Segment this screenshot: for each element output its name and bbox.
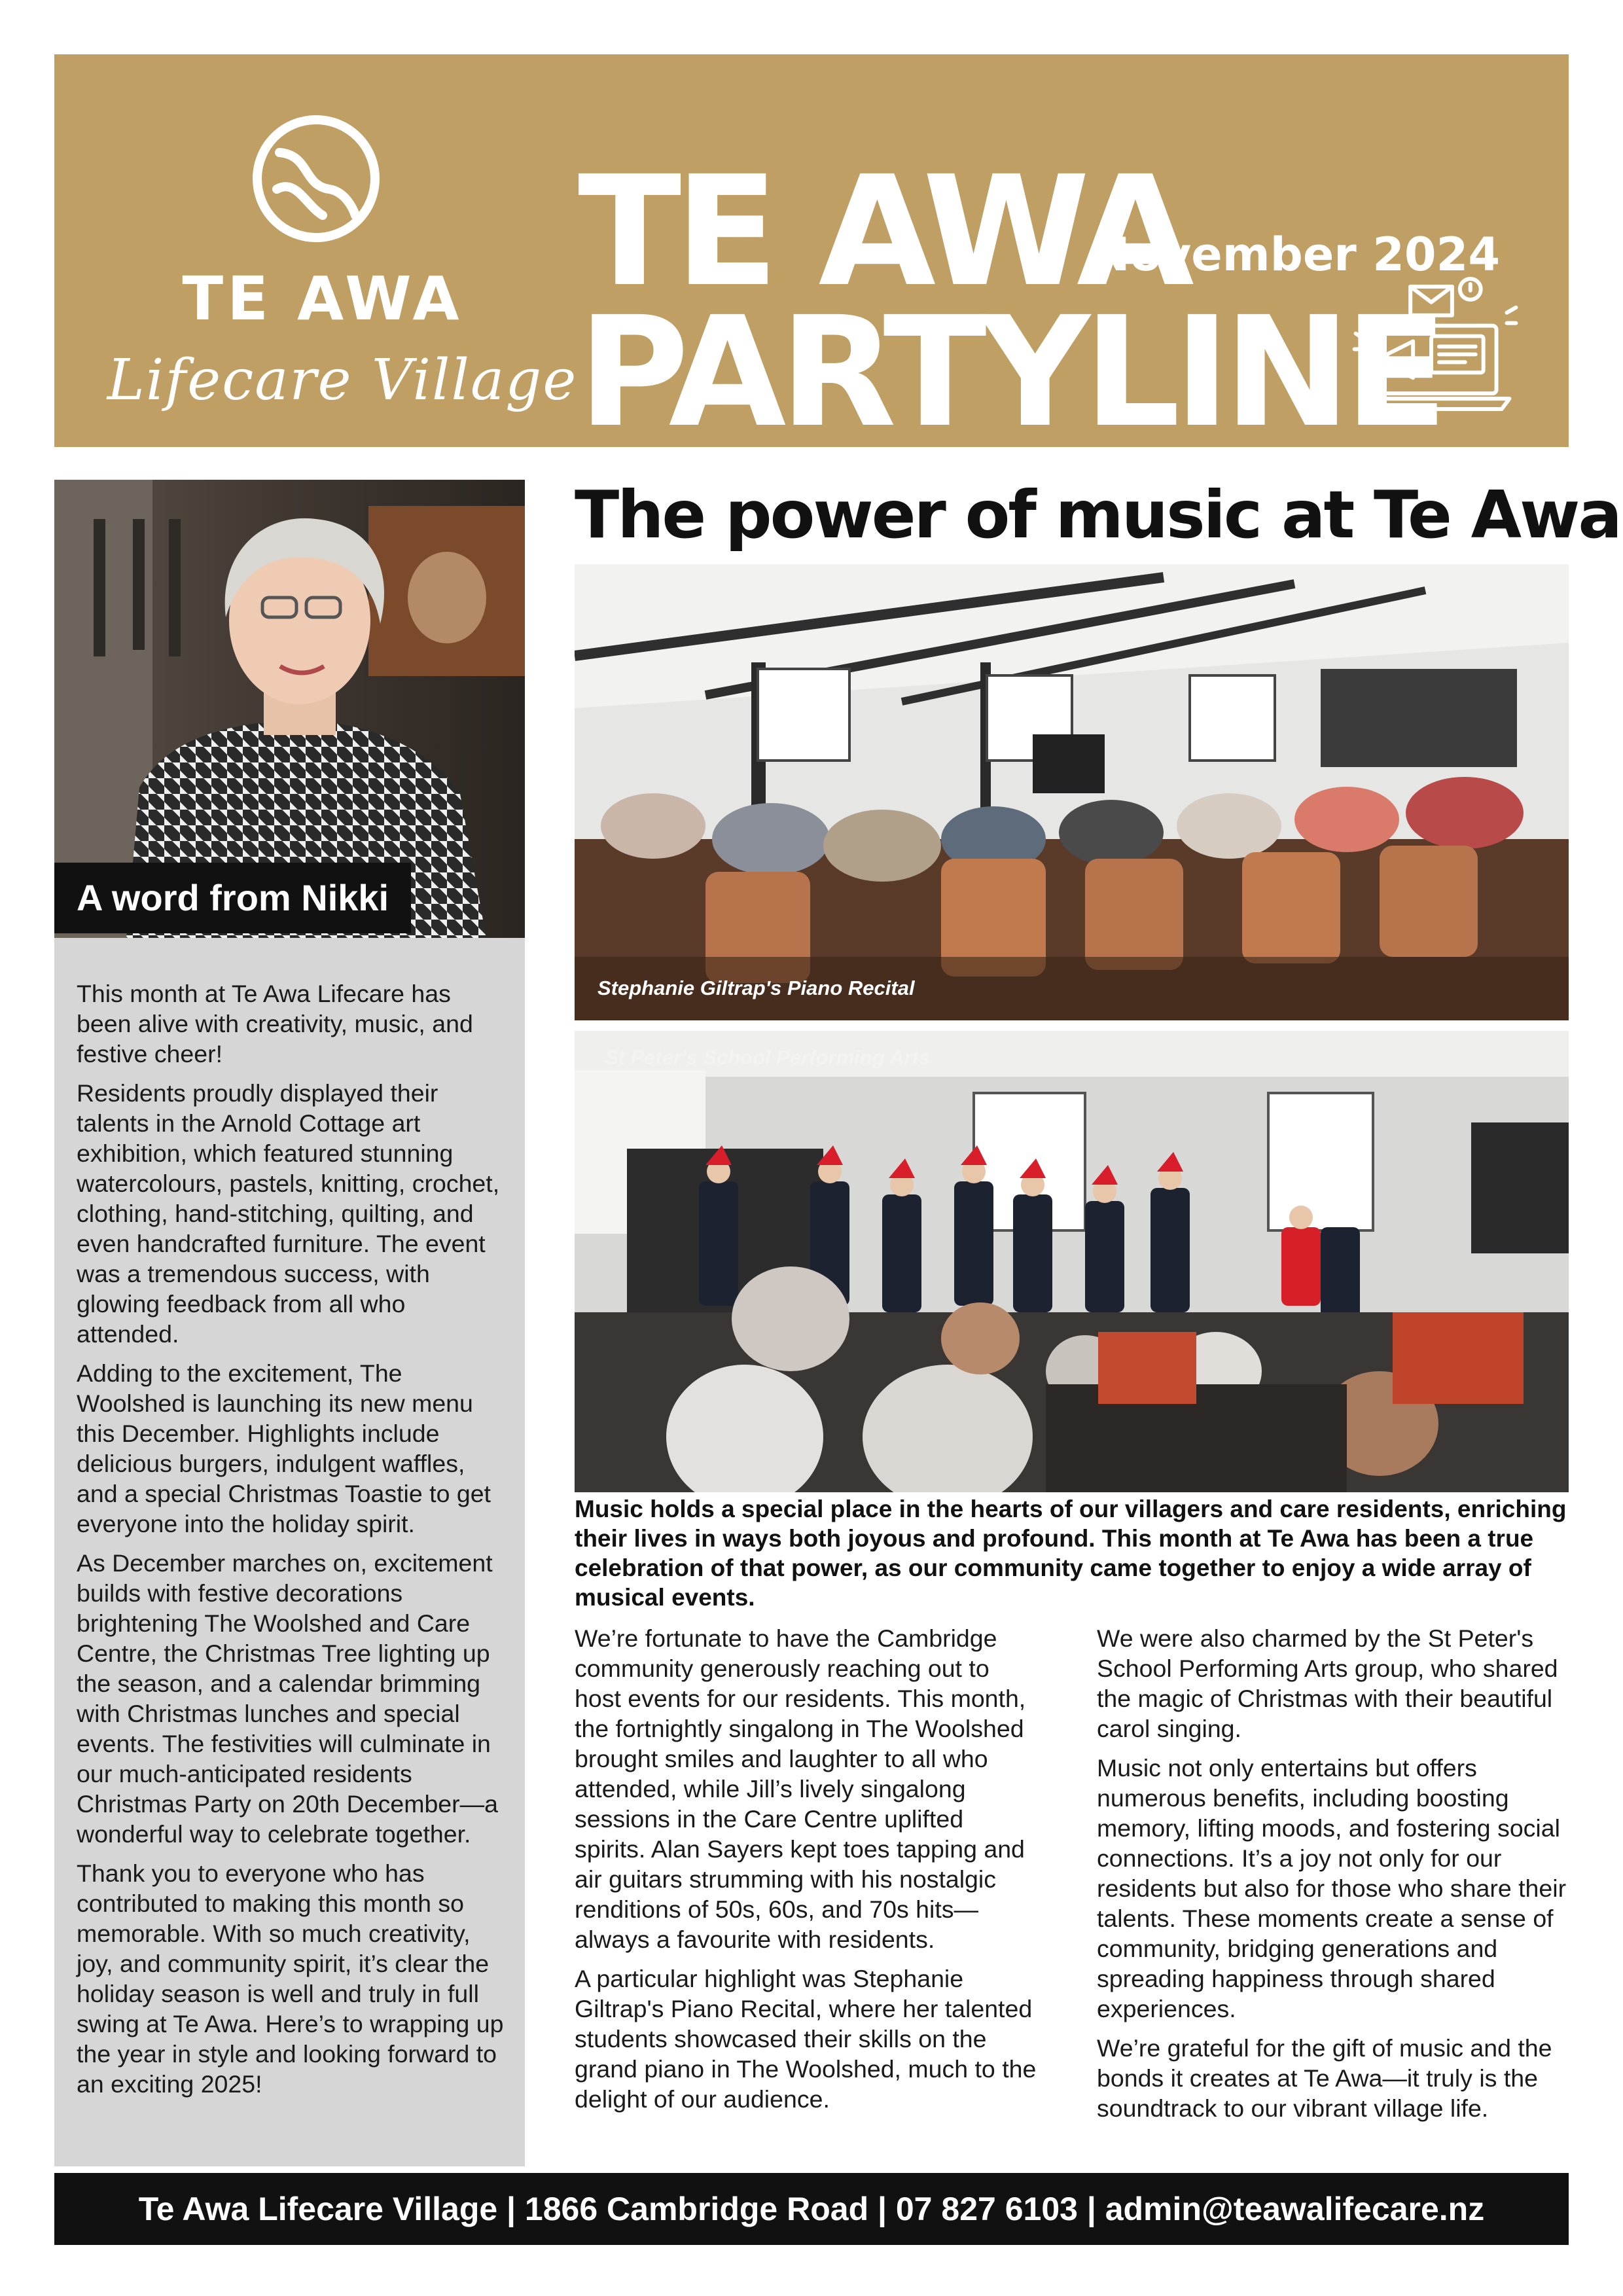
photo-caption: St Peter's School Performing Arts xyxy=(605,1046,931,1069)
editorial-heading: A word from Nikki xyxy=(54,863,411,933)
newsletter-title-line1: TE AWA xyxy=(578,143,1188,320)
article-column-left xyxy=(575,1623,1041,2123)
article-paragraph: A particular highlight was Stephanie Giltrap's Piano Recital, where her talented students showcased their skills on the grand piano in The Woolshed, much to the delight of our audience. xyxy=(575,1965,1037,2113)
piano-recital-photo xyxy=(575,564,1569,1020)
brand-subtitle: Lifecare Village xyxy=(107,348,578,413)
editorial-paragraph: As December marches on, excitement builds with festive decorations brightening The Woolshed and Care Centre, the Christmas Tree lighting up the season, and a calendar brimming with Christmas lunches and special events. The festivities will culminate in our much-anticipated residents Christmas Party on 20th December—a wonderful way to celebrate together. xyxy=(77,1549,499,1848)
newsletter-title-line2: PARTYLINE xyxy=(578,284,1442,461)
article-paragraph: We’re grateful for the gift of music and the bonds it creates at Te Awa—it truly is the soundtrack to our vibrant village life. xyxy=(1097,2034,1552,2122)
masthead xyxy=(54,54,1569,461)
article-column-right xyxy=(1097,1623,1569,2132)
laptop-megaphone-icon xyxy=(1350,274,1520,414)
editorial-paragraph: Residents proudly displayed their talents in the Arnold Cottage art exhibition, which featured stunning watercolours, pastels, knitting, crochet, clothing, hand-stitching, quilting, and even handcrafted furniture. The event was a tremendous success, with glowing feedback from all who attended. xyxy=(77,1079,500,1348)
contact-footer: Te Awa Lifecare Village | 1866 Cambridge Road | 07 827 6103 | admin@teawalifecare.nz xyxy=(54,2173,1569,2245)
article-lead: Music holds a special place in the hearts of our villagers and care residents, enriching their lives in ways both joyous and profound. This month at Te Awa has been a true celebration of that power, as our community came together to enjoy a wide array of musical events. xyxy=(575,1496,1567,1611)
editorial-paragraph: Adding to the excitement, The Woolshed is launching its new menu this December. Highlights include delicious burgers, indulgent waffles, and a special Christmas Toastie to get everyone into the holiday spirit. xyxy=(77,1359,491,1537)
article-headline: The power of music at Te Awa xyxy=(575,476,1620,553)
photo-caption: Stephanie Giltrap's Piano Recital xyxy=(597,977,915,999)
article-paragraph: We’re fortunate to have the Cambridge community generously reaching out to host events for our residents. This month, the fortnightly singalong in The Woolshed brought smiles and laughter to all who attended, while Jill’s lively singalong sessions in the Care Centre uplifted spirits. Alan Sayers kept toes tapping and air guitars strumming with his nostalgic renditions of 50s, 60s, and 70s hits—always a favourite with residents. xyxy=(575,1624,1026,1953)
editorial-paragraph: Thank you to everyone who has contributed to making this month so memorable. With so much creativity, joy, and community spirit, it’s clear the holiday season is well and truly in full swing at Te Awa. Here’s to wrapping up the year in style and looking forward to an exciting 2025! xyxy=(77,1859,504,2098)
school-choir-photo xyxy=(575,1031,1569,1492)
editorial-body xyxy=(77,978,511,2108)
article-paragraph: Music not only entertains but offers numerous benefits, including boosting memory, lifting moods, and fostering social connections. It’s a joy not only for our residents but also for those who share their talents. These moments create a sense of community, bridging generations and spreading happiness through shared experiences. xyxy=(1097,1754,1567,2022)
editorial-paragraph: This month at Te Awa Lifecare has been alive with creativity, music, and festive cheer! xyxy=(77,980,473,1067)
brand-name: TE AWA xyxy=(182,264,463,334)
river-logo-icon xyxy=(251,113,382,244)
issue-date: November 2024 xyxy=(1092,228,1501,281)
article-paragraph: We were also charmed by the St Peter's School Performing Arts group, who shared the magic of Christmas with their beautiful carol singing. xyxy=(1097,1624,1558,1742)
